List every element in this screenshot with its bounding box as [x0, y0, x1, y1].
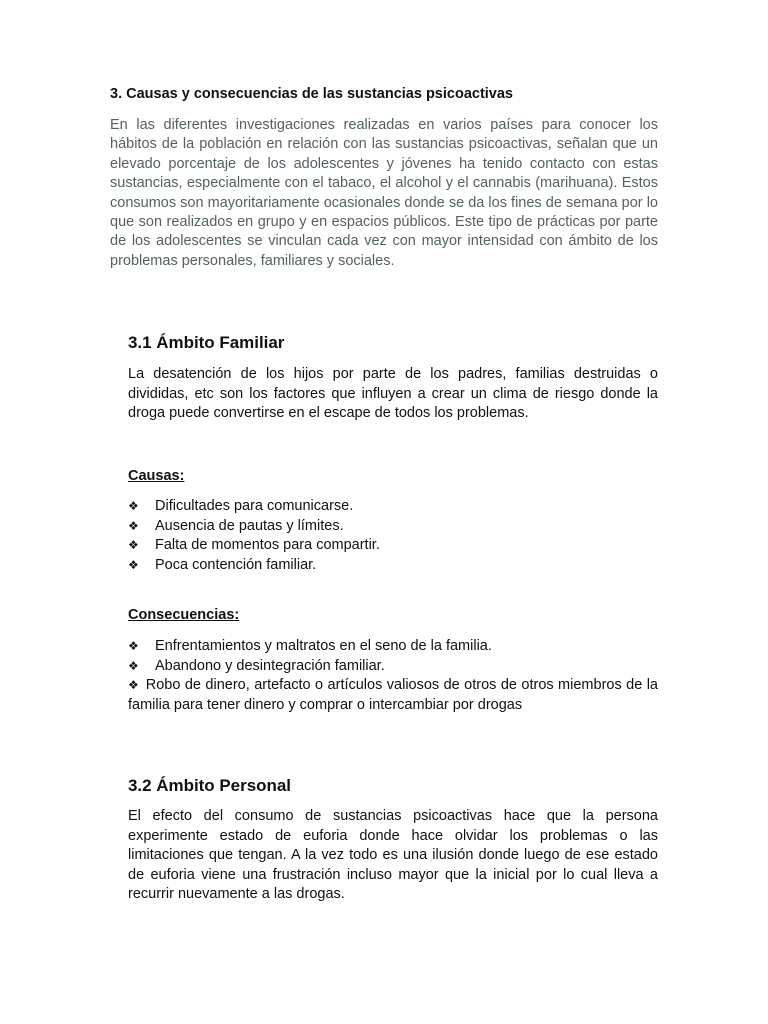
consequences-list [128, 637, 658, 715]
familiar-section [128, 333, 658, 353]
list-item-text: Poca contención familiar. [155, 556, 317, 573]
causes-label: Causas: [128, 468, 185, 484]
list-item-text: Abandono y desintegración familiar. [155, 657, 385, 674]
personal-heading: 3.2 Ámbito Personal [128, 776, 291, 795]
familiar-heading: 3.1 Ámbito Familiar [128, 333, 285, 352]
personal-paragraph-block [128, 807, 658, 905]
list-item [128, 517, 658, 537]
diamond-bullet-icon: ❖ [128, 639, 139, 653]
list-item [128, 676, 658, 715]
list-item [128, 536, 658, 556]
list-item-text: Dificultades para comunicarse. [155, 498, 354, 514]
diamond-bullet-icon: ❖ [128, 518, 139, 533]
list-item-text: Robo de dinero, artefacto o artículos valiosos de otros de otros miembros de la familia para tener dinero y comprar o intercambiar por drogas [128, 677, 658, 713]
diamond-bullet-icon: ❖ [128, 499, 139, 513]
list-item-text: Enfrentamientos y maltratos en el seno de la familia. [155, 638, 492, 654]
familiar-paragraph: La desatención de los hijos por parte de los padres, familias destruidas o divididas, etc son los factores que influyen a crear un clima de riesgo donde la droga puede convertirse en el escape de todos los problemas. [128, 366, 658, 422]
intro-paragraph: En las diferentes investigaciones realizadas en varios países para conocer los hábitos de la población en relación con las sustancias psicoactivas, señalan que un elevado porcentaje de los adolescentes y jóvenes ha tenido contacto con estas sustancias, especialmente con el tabaco, el alcohol y el cannabis (marihuana). Estos consumos son mayoritariamente ocasionales donde se da los fines de semana por lo que son realizados en grupo y en espacios públicos. Este tipo de prácticas por parte de los adolescentes se vinculan cada vez con mayor intensidad con ámbito de los problemas personales, familiares y sociales. [110, 117, 658, 269]
list-item-text: Falta de momentos para compartir. [155, 537, 380, 554]
list-item-text: Ausencia de pautas y límites. [155, 517, 344, 534]
list-item [128, 657, 658, 677]
diamond-bullet-icon: ❖ [128, 538, 139, 553]
consequences-label: Consecuencias: [128, 607, 240, 623]
personal-paragraph: El efecto del consumo de sustancias psicoactivas hace que la persona experimente estado de euforia donde hace olvidar los problemas o las limitaciones que tengan. A la vez todo es una ilusión donde luego de ese estado de euforia viene una frustración incluso mayor que la inicial por lo cual lleva a recurrir nuevamente a las drogas. [128, 808, 658, 903]
list-item [128, 637, 658, 657]
list-item [128, 497, 658, 517]
diamond-bullet-icon: ❖ [128, 678, 139, 693]
list-item [128, 556, 658, 576]
section-heading: 3. Causas y consecuencias de las sustancias psicoactivas [110, 86, 513, 102]
diamond-bullet-icon: ❖ [128, 557, 139, 572]
causes-list [128, 497, 658, 575]
familiar-paragraph-block [128, 365, 658, 424]
personal-section [128, 776, 658, 796]
diamond-bullet-icon: ❖ [128, 658, 139, 673]
